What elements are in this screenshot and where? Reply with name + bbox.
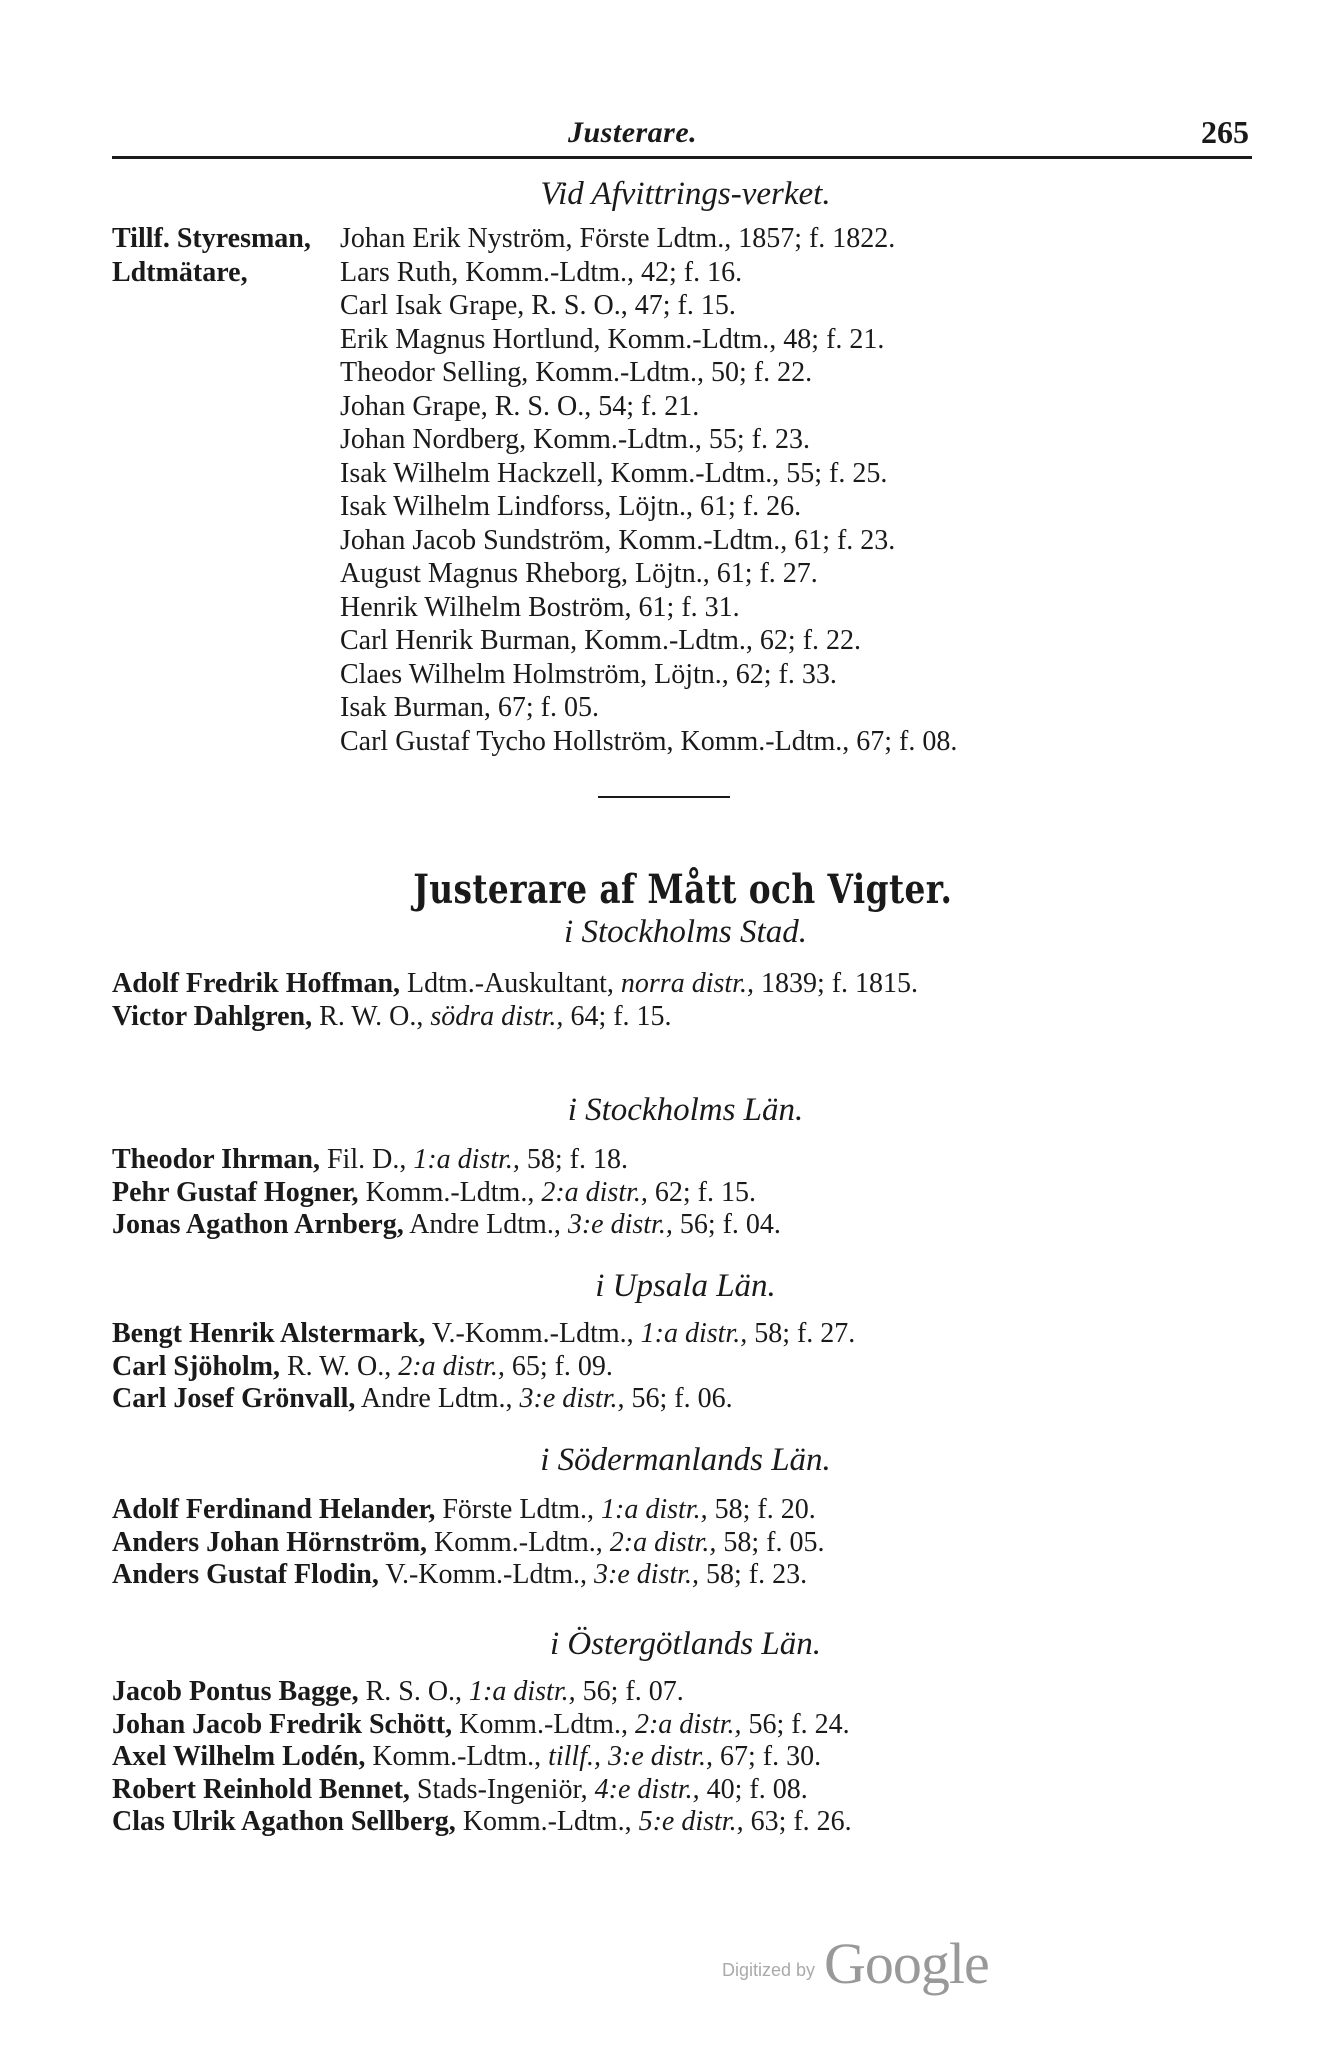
year-info: 56; f. 24. [748, 1708, 850, 1740]
afvittrings-row [112, 457, 957, 491]
person-title: Stads-Ingeniör, [416, 1773, 588, 1805]
person-entry: Isak Burman, 67; f. 05. [340, 692, 599, 723]
digitized-label: Digitized by [722, 1960, 816, 1980]
person-title: V.-Komm.-Ldtm., [385, 1559, 588, 1590]
district: 2:a distr., [398, 1350, 505, 1382]
justerare-entry [112, 1676, 852, 1709]
afvittrings-row [112, 356, 957, 390]
district: 1:a distr., [469, 1676, 576, 1707]
region-title: i Upsala Län. [595, 1268, 776, 1304]
region-entries [112, 1144, 781, 1242]
role-label [112, 691, 340, 725]
justerare-entry [112, 1527, 824, 1560]
district: 1:a distr., [640, 1318, 748, 1349]
year-info: 64; f. 15. [570, 1000, 672, 1032]
person-name: Johan Jacob Fredrik Schött, [112, 1708, 453, 1740]
role-label [112, 390, 340, 424]
role-label [112, 490, 340, 524]
year-info: 56; f. 04. [679, 1209, 781, 1240]
year-info: 1839; f. 1815. [760, 968, 919, 999]
person-entry: Johan Jacob Sundström, Komm.-Ldtm., 61; f. 23. [340, 524, 896, 556]
person-title: Andre Ldtm., [360, 1383, 513, 1414]
role-label [112, 289, 340, 323]
person-title: Komm.-Ldtm., [365, 1176, 535, 1208]
afvittrings-row [112, 323, 957, 357]
role-label [112, 423, 340, 457]
afvittrings-row [112, 557, 957, 591]
district: 3:e distr., [594, 1559, 700, 1590]
region-title: i Östergötlands Län. [549, 1626, 822, 1662]
region-entries [112, 1676, 852, 1839]
afvittrings-row [112, 725, 957, 759]
person-name: Theodor Ihrman, [112, 1144, 320, 1175]
person-name: Robert Reinhold Bennet, [112, 1773, 410, 1805]
justerare-entry [112, 1318, 855, 1351]
person-entry: Carl Gustaf Tycho Hollström, Komm.-Ldtm., 67; f. 08. [340, 725, 958, 757]
afvittrings-row [112, 624, 957, 658]
district: 2:a distr., [541, 1176, 648, 1208]
afvittrings-row [112, 256, 957, 290]
section-title-afvittrings: Vid Afvittrings-verket. [540, 176, 831, 212]
section-divider [598, 796, 730, 798]
person-entry: Erik Magnus Hortlund, Komm.-Ldtm., 48; f. 21. [340, 323, 885, 355]
person-entry: Henrik Wilhelm Boström, 61; f. 31. [340, 591, 740, 623]
afvittrings-row [112, 490, 957, 524]
person-name: Anders Gustaf Flodin, [112, 1559, 379, 1590]
person-name: Adolf Fredrik Hoffman, [112, 968, 401, 999]
person-entry: Johan Grape, R. S. O., 54; f. 21. [340, 390, 700, 422]
person-title: Komm.-Ldtm., [459, 1708, 628, 1740]
afvittrings-row [112, 390, 957, 424]
justerare-entry [112, 1209, 781, 1242]
person-entry: Claes Wilhelm Holmström, Löjtn., 62; f. 33. [340, 658, 837, 690]
person-entry: Johan Nordberg, Komm.-Ldtm., 55; f. 23. [340, 424, 810, 455]
person-entry: Isak Wilhelm Hackzell, Komm.-Ldtm., 55; f. 25. [340, 457, 888, 489]
justerare-entry [112, 1383, 855, 1416]
year-info: 40; f. 08. [706, 1773, 808, 1805]
person-title: Andre Ldtm., [409, 1209, 561, 1240]
year-info: 58; f. 18. [526, 1144, 629, 1175]
person-name: Clas Ulrik Agathon Sellberg, [112, 1806, 456, 1837]
google-watermark: Google [824, 1931, 989, 1996]
role-label [112, 624, 340, 658]
person-title: R. S. O., [365, 1676, 463, 1707]
person-title: Förste Ldtm., [442, 1494, 595, 1525]
year-info: 58; f. 23. [706, 1559, 808, 1590]
region-entries [112, 1494, 824, 1592]
person-entry: Isak Wilhelm Lindforss, Löjtn., 61; f. 26. [340, 491, 802, 522]
justerare-entry [112, 1741, 852, 1774]
year-info: 62; f. 15. [654, 1176, 757, 1208]
person-title: Fil. D., [326, 1144, 407, 1175]
person-title: R. W. O., [319, 1000, 424, 1032]
role-label: Tillf. Styresman, [112, 223, 311, 254]
role-label [112, 457, 340, 491]
running-head: Justerare. [568, 116, 698, 149]
role-label [112, 524, 340, 558]
year-info: 63; f. 26. [750, 1806, 852, 1837]
person-name: Jacob Pontus Bagge, [112, 1676, 359, 1707]
justerare-entry [112, 1177, 781, 1210]
person-entry: Carl Henrik Burman, Komm.-Ldtm., 62; f. 22. [340, 625, 862, 656]
person-entry: Carl Isak Grape, R. S. O., 47; f. 15. [340, 290, 736, 321]
person-name: Anders Johan Hörnström, [112, 1526, 428, 1558]
person-entry: Theodor Selling, Komm.-Ldtm., 50; f. 22. [340, 357, 813, 388]
district: 2:a distr., [634, 1708, 742, 1740]
person-name: Carl Sjöholm, [112, 1350, 280, 1382]
year-info: 58; f. 27. [754, 1318, 856, 1349]
person-name: Jonas Agathon Arnberg, [112, 1209, 404, 1240]
role-label [112, 658, 340, 692]
role-label [112, 725, 340, 759]
afvittrings-row [112, 591, 957, 625]
role-label [112, 591, 340, 625]
afvittrings-row [112, 658, 957, 692]
justerare-entry [112, 1774, 852, 1807]
year-info: 58; f. 05. [723, 1526, 825, 1558]
region-title: i Stockholms Län. [567, 1092, 804, 1128]
main-title: Justerare af Mått och Vigter. [413, 866, 953, 913]
person-entry: Johan Erik Nyström, Förste Ldtm., 1857; f. 1822. [340, 223, 896, 254]
justerare-entry [112, 1559, 824, 1592]
district: 5:e distr., [638, 1806, 744, 1837]
district: södra distr., [430, 1000, 564, 1032]
role-label: Ldtmätare, [112, 256, 248, 288]
justerare-entry [112, 1001, 918, 1034]
district: 1:a distr., [601, 1494, 708, 1525]
district: 3:e distr., [567, 1209, 673, 1240]
person-title: Komm.-Ldtm., [372, 1741, 542, 1772]
person-name: Victor Dahlgren, [112, 1000, 313, 1032]
person-entry: Lars Ruth, Komm.-Ldtm., 42; f. 16. [340, 256, 743, 288]
district: 2:a distr., [609, 1526, 717, 1558]
year-info: 65; f. 09. [511, 1350, 613, 1382]
region-entries [112, 968, 918, 1033]
justerare-entry [112, 1494, 824, 1527]
justerare-entry [112, 1144, 781, 1177]
justerare-entry [112, 1806, 852, 1839]
person-name: Carl Josef Grönvall, [112, 1383, 356, 1414]
justerare-entry [112, 1351, 855, 1384]
person-title: Ldtm.-Auskultant, [407, 968, 614, 999]
role-label [112, 323, 340, 357]
header-rule [112, 156, 1252, 159]
person-title: Komm.-Ldtm., [462, 1806, 632, 1837]
afvittrings-row [112, 691, 957, 725]
year-info: 58; f. 20. [714, 1494, 816, 1525]
district: 1:a distr., [413, 1144, 520, 1175]
role-label [112, 557, 340, 591]
afvittrings-row [112, 222, 957, 256]
page-number: 265 [1201, 114, 1249, 150]
person-entry: August Magnus Rheborg, Löjtn., 61; f. 27. [340, 558, 818, 589]
person-title: V.-Komm.-Ldtm., [431, 1318, 634, 1349]
year-info: 56; f. 07. [582, 1676, 684, 1707]
region-entries [112, 1318, 855, 1416]
role-label [112, 356, 340, 390]
person-title: Komm.-Ldtm., [434, 1526, 603, 1558]
afvittrings-row [112, 524, 957, 558]
person-name: Pehr Gustaf Hogner, [112, 1176, 359, 1208]
district: 4:e distr., [594, 1773, 700, 1805]
district: tillf., 3:e distr., [548, 1741, 713, 1772]
person-name: Bengt Henrik Alstermark, [112, 1318, 426, 1349]
afvittrings-list [112, 222, 957, 758]
afvittrings-row [112, 423, 957, 457]
afvittrings-row [112, 289, 957, 323]
person-name: Axel Wilhelm Lodén, [112, 1741, 366, 1772]
justerare-entry [112, 1709, 852, 1742]
region-title: i Stockholms Stad. [564, 914, 807, 950]
region-title: i Södermanlands Län. [540, 1442, 831, 1478]
justerare-entry [112, 968, 918, 1001]
person-title: R. W. O., [287, 1350, 392, 1382]
district: norra distr., [620, 968, 754, 999]
person-name: Adolf Ferdinand Helander, [112, 1494, 436, 1525]
district: 3:e distr., [519, 1383, 625, 1414]
year-info: 56; f. 06. [631, 1383, 733, 1414]
year-info: 67; f. 30. [720, 1741, 822, 1772]
